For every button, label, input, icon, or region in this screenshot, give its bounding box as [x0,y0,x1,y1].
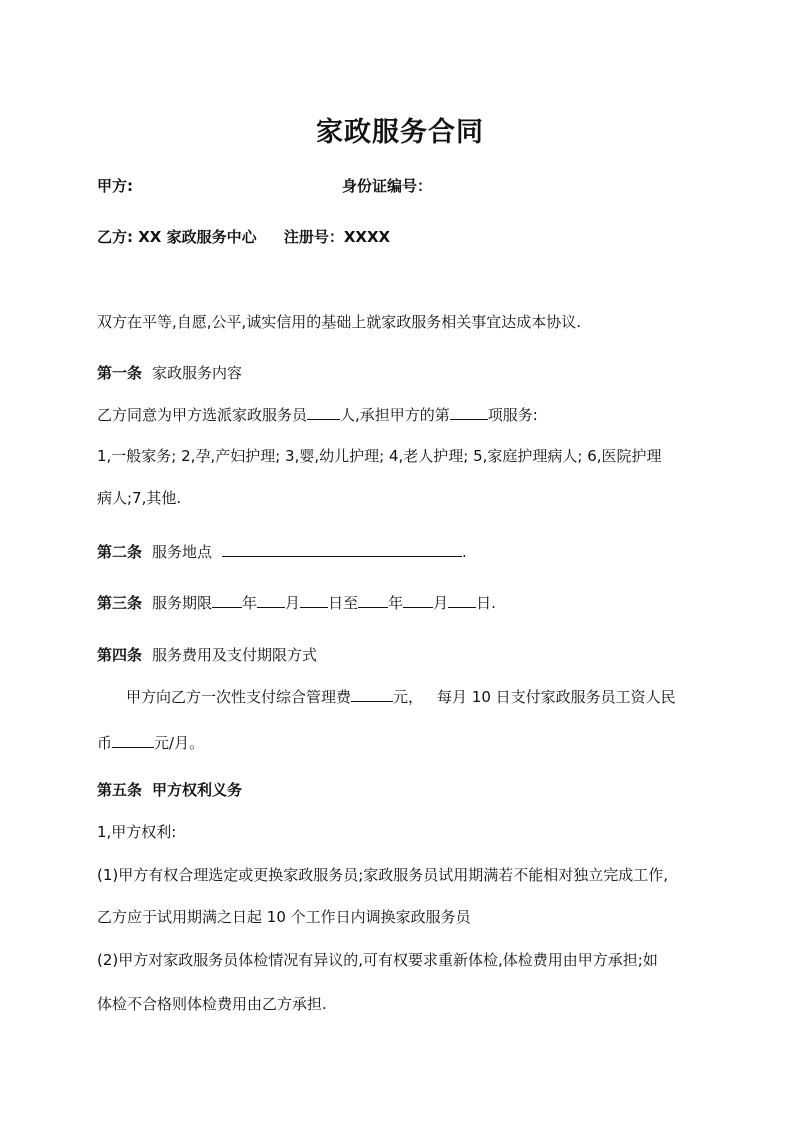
party-a-line [97,176,433,196]
article2-text: 服务地点 [152,543,213,561]
blank-end-day [448,593,476,608]
article5-p2-line1: (2)甲方对家政服务员体检情况有异议的,可有权要求重新体检,体检费用由甲方承担;如 [97,951,658,969]
intro-text: 双方在平等,自愿,公平,诚实信用的基础上就家政服务相关事宜达成本协议. [97,313,582,331]
article1-items-line2: 病人;7,其他. [97,489,182,507]
end-year-label: 年 [388,594,404,612]
blank-service-address [222,542,462,557]
article4-text-a: 甲方向乙方一次性支付综合管理费 [126,688,352,706]
blank-person-count [307,405,340,420]
article5-title: 第五条 [97,781,143,799]
article3-text: 服务期限 [152,594,213,612]
article1-text-a: 乙方同意为甲方选派家政服务员 [97,406,308,424]
article4-text-e: 元/月。 [154,734,205,752]
article4-text-c: 每月 10 日支付家政服务员工资人民 [437,688,676,706]
article5-p1-line2: 乙方应于试用期满之日起 10 个工作日内调换家政服务员 [97,908,471,926]
article4-text-b: 元， [393,688,424,706]
start-year-label: 年 [242,594,258,612]
blank-start-day [300,593,328,608]
blank-end-month [403,593,433,608]
article4-line2 [97,733,204,753]
article4-title: 第四条 [97,646,143,664]
article1-header [97,363,242,383]
article3-title: 第三条 [97,594,143,612]
blank-end-year [358,593,388,608]
article1-text-b: 人,承担甲方的第 [340,406,450,424]
article1-text-c: 项服务: [487,406,538,424]
start-month-label: 月 [285,594,301,612]
article2-line [97,542,467,562]
end-month-label: 月 [433,594,449,612]
article5-p2-line2: 体检不合格则体检费用由乙方承担. [97,995,327,1013]
article5-sub1: 1,甲方权利: [97,823,177,841]
article4-heading: 服务费用及支付期限方式 [152,646,318,664]
party-b-line [97,227,390,247]
article4-line1 [126,687,676,707]
party-b-reg-label: 注册号：XXXX [283,228,391,246]
blank-service-number [450,405,488,420]
article1-title: 第一条 [97,364,143,382]
party-b-label: 乙方: XX 家政服务中心 [97,228,257,246]
article5-heading: 甲方权利义务 [152,781,243,799]
party-a-label: 甲方: [97,177,133,195]
article3-line [97,593,496,613]
document-title: 家政服务合同 [316,117,484,148]
article2-title: 第二条 [97,543,143,561]
start-day-label: 日至 [328,594,359,612]
party-a-id-label: 身份证编号： [342,177,433,195]
article2-end: . [462,543,467,561]
article5-header [97,780,242,800]
blank-start-year [212,593,242,608]
article1-items-line1: 1,一般家务; 2,孕,产妇护理; 3,婴,幼儿护理; 4,老人护理; 5,家庭护理病人; 6,医院护理 [97,447,662,465]
article4-text-d: 币 [97,734,113,752]
blank-management-fee [351,687,393,702]
article5-p1-line1: (1)甲方有权合理选定或更换家政服务员;家政服务员试用期满若不能相对独立完成工作, [97,866,669,884]
article1-heading: 家政服务内容 [152,364,243,382]
article1-line1 [97,405,538,425]
blank-monthly-wage [112,733,154,748]
blank-start-month [257,593,285,608]
end-day-label: 日. [476,594,496,612]
article4-header [97,645,317,665]
